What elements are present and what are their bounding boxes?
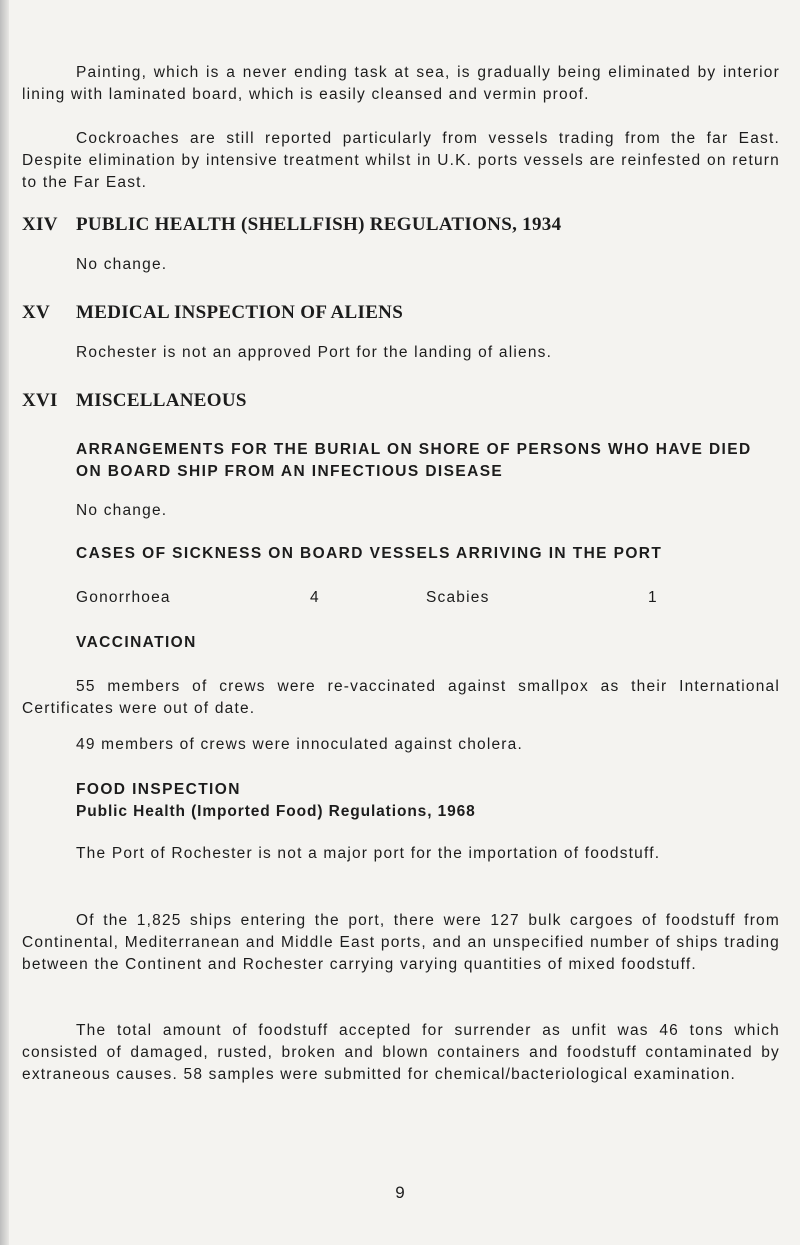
food-paragraph-1: The Port of Rochester is not a major port for the importation of foodstuff. (76, 845, 661, 862)
food-inspection-heading: FOOD INSPECTION (76, 781, 241, 798)
section-xv-number: XV (22, 302, 51, 323)
cholera-paragraph: 49 members of crews were innoculated against cholera. (76, 736, 523, 753)
food-regulations-subheading: Public Health (Imported Food) Regulations, 1968 (76, 803, 476, 820)
sickness-cases-row (76, 589, 676, 611)
page-number: 9 (395, 1183, 405, 1202)
burial-body: No change. (76, 502, 168, 519)
section-xv-title: MEDICAL INSPECTION OF ALIENS (76, 302, 404, 323)
section-xvi-number: XVI (22, 390, 58, 411)
page-binding-edge (0, 0, 9, 1245)
food-paragraph-2: Of the 1,825 ships entering the port, there were 127 bulk cargoes of foodstuff from Continental, Mediterranean and Middle East ports, and an unspecified number of ships trading between the Continent and Rochester carrying varying quantities of mixed foodstuff. (22, 912, 780, 973)
case-count: 4 (310, 589, 320, 606)
section-xiv-heading (22, 214, 561, 236)
section-xvi-heading (22, 390, 247, 412)
vaccination-heading: VACCINATION (76, 634, 197, 651)
vaccination-paragraph: 55 members of crews were re-vaccinated against smallpox as their International Certificates were out of date. (22, 678, 780, 717)
section-xiv-body: No change. (76, 256, 168, 273)
burial-heading: ARRANGEMENTS FOR THE BURIAL ON SHORE OF PERSONS WHO HAVE DIED ON BOARD SHIP FROM AN INFECTIOUS DISEASE (76, 441, 752, 480)
cockroaches-paragraph: Cockroaches are still reported particularly from vessels trading from the far East. Despite elimination by intensive treatment whilst in U.K. ports vessels are reinfested on return to the Far East. (22, 130, 780, 191)
section-xiv-title: PUBLIC HEALTH (SHELLFISH) REGULATIONS, 1934 (76, 214, 562, 235)
case-disease: Gonorrhoea (76, 589, 171, 606)
painting-paragraph: Painting, which is a never ending task at sea, is gradually being eliminated by interior lining with laminated board, which is easily cleansed and vermin proof. (22, 64, 780, 103)
sickness-heading: CASES OF SICKNESS ON BOARD VESSELS ARRIVING IN THE PORT (76, 545, 663, 562)
section-xvi-title: MISCELLANEOUS (76, 390, 247, 411)
case-disease: Scabies (426, 589, 490, 606)
section-xiv-number: XIV (22, 214, 58, 235)
case-count: 1 (648, 589, 658, 606)
section-xv-heading (22, 302, 403, 324)
section-xv-body: Rochester is not an approved Port for the landing of aliens. (76, 344, 553, 361)
food-paragraph-3: The total amount of foodstuff accepted for surrender as unfit was 46 tons which consisted of damaged, rusted, broken and blown containers and foodstuff contaminated by extraneous causes. 58 samples were submitted for chemical/bacteriological examination. (22, 1022, 780, 1083)
